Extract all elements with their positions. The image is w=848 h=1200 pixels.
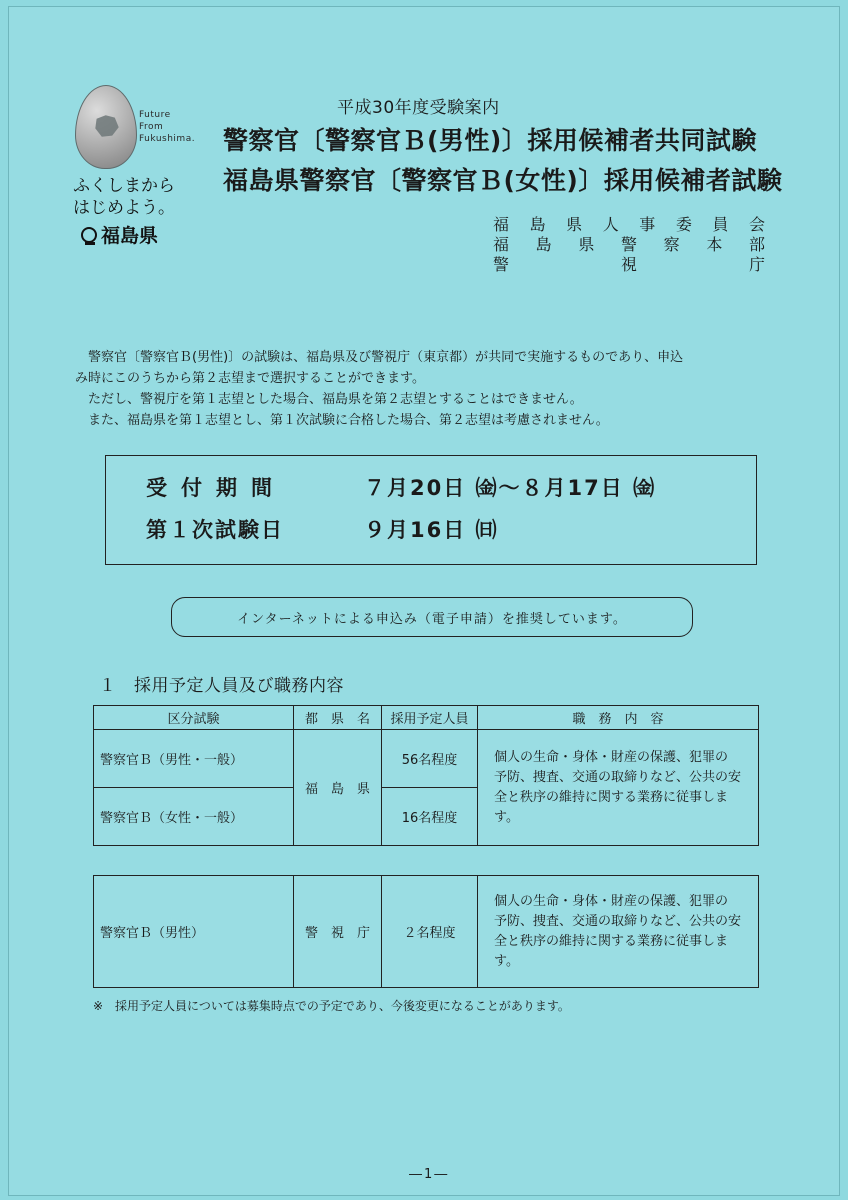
duties-cell: 個人の生命・身体・財産の保護、犯罪の 予防、捜査、交通の取締りなど、公共の安 全と秩序の維持に関する業務に従事します。 <box>478 876 759 988</box>
first-exam-date-row <box>146 514 499 544</box>
document-subtitle: 平成30年度受験案内 <box>337 98 500 118</box>
reception-period-value: ７月20日 ㈮～８月17日 ㈮ <box>364 476 657 500</box>
title-line-1: 警察官〔警察官Ｂ(男性)〕採用候補者共同試験 <box>223 126 757 155</box>
recruitment-table-mpd <box>93 875 759 988</box>
category-cell: 警察官Ｂ（男性・一般） <box>94 730 294 788</box>
document-page <box>8 6 840 1196</box>
first-exam-date-value: ９月16日 ㈰ <box>364 518 499 542</box>
header-prefecture: 都 県 名 <box>294 706 382 730</box>
category-cell: 警察官Ｂ（女性・一般） <box>94 788 294 846</box>
schedule-box <box>105 455 757 565</box>
count-cell: 56名程度 <box>382 730 478 788</box>
prefecture-brand: 福島県 <box>81 221 158 248</box>
intro-paragraph: 警察官〔警察官Ｂ(男性)〕の試験は、福島県及び警視庁（東京都）が共同で実施するものであり、申込 み時にこのうちから第２志望まで選択することができます。 ただし、警視庁を第１志望とした場合、福島県を第２志望とすることはできません。 また、福島県を第１志望とし、第１次試験に合格した場合、第２志望は考慮されません。 <box>75 350 684 428</box>
prefecture-mark-icon <box>81 227 97 243</box>
table-row <box>94 730 759 788</box>
page-number: ―1― <box>409 1167 450 1182</box>
duties-cell: 個人の生命・身体・財産の保護、犯罪の 予防、捜査、交通の取締りなど、公共の安 全と秩序の維持に関する業務に従事します。 <box>478 730 759 846</box>
org-police-hq: 福島県警察本部 <box>493 235 765 254</box>
count-cell: 16名程度 <box>382 788 478 846</box>
first-exam-date-label: 第１次試験日 <box>146 518 284 542</box>
category-cell: 警察官Ｂ（男性） <box>94 876 294 988</box>
prefecture-cell: 警 視 庁 <box>294 876 382 988</box>
logo-slogan: ふくしまから はじめよう。 <box>73 176 175 218</box>
table-header-row <box>94 706 759 730</box>
logo-tagline: Future From Fukushima. <box>139 110 196 144</box>
org-mpd: 警視庁 <box>493 255 765 274</box>
online-application-notice: インターネットによる申込み（電子申請）を推奨しています。 <box>171 597 693 637</box>
header-category: 区分試験 <box>94 706 294 730</box>
reception-period-row <box>146 472 656 502</box>
header-duties: 職 務 内 容 <box>478 706 759 730</box>
header-planned-count: 採用予定人員 <box>382 706 478 730</box>
table-row <box>94 876 759 988</box>
prefecture-cell: 福 島 県 <box>294 730 382 846</box>
footnote: ※ 採用予定人員については募集時点での予定であり、今後変更になることがあります。 <box>93 999 570 1013</box>
title-line-2: 福島県警察官〔警察官Ｂ(女性)〕採用候補者試験 <box>223 166 783 195</box>
section-1-title: １ 採用予定人員及び職務内容 <box>99 676 344 696</box>
recruitment-table-fukushima <box>93 705 759 846</box>
egg-logo-icon <box>75 85 137 169</box>
org-personnel-committee: 福島県人事委員会 <box>493 215 765 234</box>
count-cell: ２名程度 <box>382 876 478 988</box>
reception-period-label: 受付期間 <box>146 476 286 500</box>
